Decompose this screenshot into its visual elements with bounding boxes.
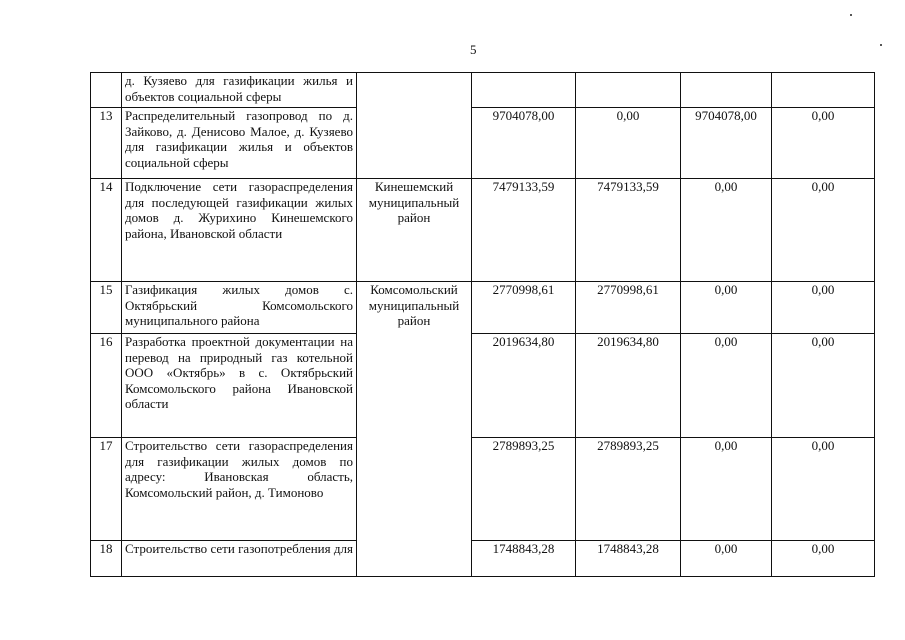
table-row xyxy=(91,438,875,541)
amount-column-a: 2019634,80 xyxy=(576,334,681,438)
district-cell xyxy=(357,73,472,179)
amount-column-b: 0,00 xyxy=(681,541,772,577)
table-row xyxy=(91,282,875,334)
amount-total: 2789893,25 xyxy=(472,438,576,541)
amount-column-b: 0,00 xyxy=(681,334,772,438)
amount-total: 1748843,28 xyxy=(472,541,576,577)
amount-column-b: 0,00 xyxy=(681,282,772,334)
table-row xyxy=(91,108,875,179)
district-cell: Комсомольский муниципальный район xyxy=(357,282,472,577)
budget-table xyxy=(90,72,875,577)
amount-column-c: 0,00 xyxy=(772,179,875,282)
amount-column-a: 2789893,25 xyxy=(576,438,681,541)
amount-column-b: 9704078,00 xyxy=(681,108,772,179)
table-row xyxy=(91,541,875,577)
row-number: 18 xyxy=(91,541,122,577)
amount-total xyxy=(472,73,576,108)
project-description: Распределительный газопровод по д. Зайково, д. Денисово Малое, д. Кузяево для газификации жилья и объектов социальной сферы xyxy=(122,108,357,179)
row-number: 16 xyxy=(91,334,122,438)
amount-column-c: 0,00 xyxy=(772,108,875,179)
amount-column-a xyxy=(576,73,681,108)
project-description: Строительство сети газораспределения для газификации жилых домов по адресу: Ивановская область, Комсомольский район, д. Тимоново xyxy=(122,438,357,541)
amount-total: 2770998,61 xyxy=(472,282,576,334)
project-description: Строительство сети газопотребления для xyxy=(122,541,357,577)
amount-column-c: 0,00 xyxy=(772,334,875,438)
project-description: Подключение сети газораспределения для последующей газификации жилых домов д. Журихино Кинешемского района, Ивановской области xyxy=(122,179,357,282)
project-description: Газификация жилых домов с. Октябрьский Комсомольского муниципального района xyxy=(122,282,357,334)
table-row xyxy=(91,179,875,282)
scan-speck xyxy=(880,44,882,46)
project-description: д. Кузяево для газификации жилья и объектов социальной сферы xyxy=(122,73,357,108)
row-number: 17 xyxy=(91,438,122,541)
amount-column-c: 0,00 xyxy=(772,438,875,541)
amount-column-b: 0,00 xyxy=(681,438,772,541)
row-number: 13 xyxy=(91,108,122,179)
amount-column-a: 0,00 xyxy=(576,108,681,179)
row-number: 15 xyxy=(91,282,122,334)
row-number xyxy=(91,73,122,108)
amount-column-a: 1748843,28 xyxy=(576,541,681,577)
row-number: 14 xyxy=(91,179,122,282)
amount-column-a: 7479133,59 xyxy=(576,179,681,282)
project-description: Разработка проектной документации на перевод на природный газ котельной ООО «Октябрь» в с. Октябрьский Комсомольского района Ивановской области xyxy=(122,334,357,438)
amount-total: 7479133,59 xyxy=(472,179,576,282)
page-number: 5 xyxy=(470,42,477,57)
amount-column-c xyxy=(772,73,875,108)
district-cell: Кинешемский муниципальный район xyxy=(357,179,472,282)
amount-column-b xyxy=(681,73,772,108)
table-row xyxy=(91,73,875,108)
amount-total: 2019634,80 xyxy=(472,334,576,438)
amount-column-c: 0,00 xyxy=(772,282,875,334)
table-row xyxy=(91,334,875,438)
amount-column-b: 0,00 xyxy=(681,179,772,282)
amount-column-a: 2770998,61 xyxy=(576,282,681,334)
amount-total: 9704078,00 xyxy=(472,108,576,179)
scan-speck xyxy=(850,14,852,16)
amount-column-c: 0,00 xyxy=(772,541,875,577)
